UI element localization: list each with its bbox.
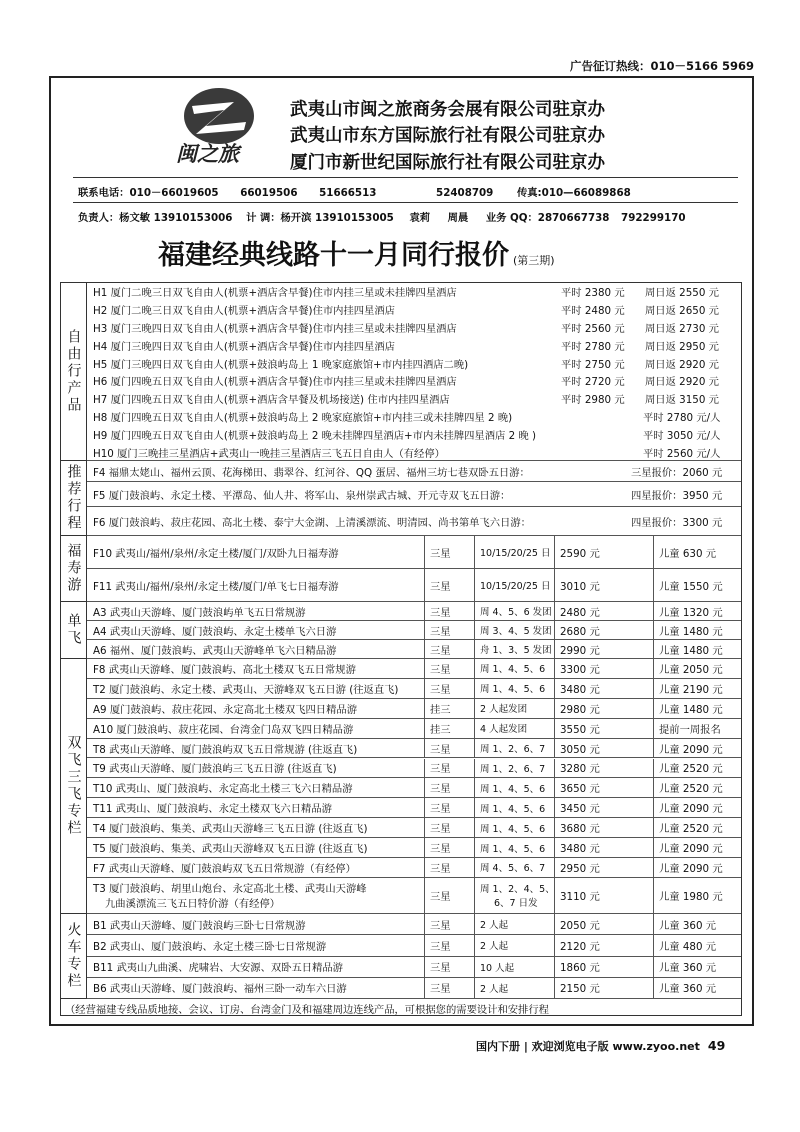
- price-table: [60, 282, 742, 1016]
- qq-label: 业务 QQ：: [485, 212, 538, 224]
- adult-price: 3450 元: [554, 798, 653, 817]
- star-rating: 三星: [424, 739, 474, 758]
- adult-price: 3680 元: [554, 818, 653, 837]
- train-row: [87, 978, 741, 999]
- route-desc: H9 厦门四晚五日双飞自由人(机票+鼓浪屿岛上 2 晚未挂牌四星酒店+市内未挂牌四星酒店 2 晚 ): [93, 429, 537, 442]
- route-desc: [93, 699, 357, 718]
- star-rating: 三星: [424, 798, 474, 817]
- train-row: [87, 957, 741, 978]
- departure-date: [474, 935, 554, 955]
- title-issue: (第三期): [513, 254, 555, 267]
- adult-price: 2050 元: [554, 914, 653, 934]
- departure-date: [474, 818, 554, 837]
- route-desc-line: F8 武夷山天游峰、厦门鼓浪屿、高北土楼双飞五日常规游: [93, 663, 356, 676]
- departure-date: [474, 957, 554, 977]
- route-desc: [93, 621, 336, 639]
- route-desc-line: A9 厦门鼓浪屿、菽庄花园、永定高北土楼双飞四日精品游: [93, 703, 357, 716]
- sunday-price: 平时 2560 元/人: [643, 447, 721, 460]
- adult-price: 2950 元: [554, 858, 653, 877]
- route-desc: [93, 978, 347, 998]
- page-title: [158, 233, 555, 272]
- star-rating: 三星: [424, 914, 474, 934]
- route-desc-line: T3 厦门鼓浪屿、胡里山炮台、永定高北土楼、武夷山天游峰: [93, 883, 367, 896]
- category-recommend: 推荐行程: [61, 461, 87, 536]
- star-rating: 三星: [424, 602, 474, 620]
- route-desc: H3 厦门三晚四日双飞自由人(机票+酒店含早餐)住市内挂三星或未挂牌四星酒店: [93, 322, 457, 335]
- weekday-price: 平时 2560 元: [561, 322, 625, 335]
- double-row: [87, 878, 741, 914]
- page-footer: [476, 1038, 725, 1054]
- route-desc: [93, 640, 336, 658]
- child-price: 儿童 360 元: [653, 914, 743, 934]
- departure-date: [474, 858, 554, 877]
- departure-date: [474, 621, 554, 639]
- qq-1: 2870667738: [537, 212, 610, 224]
- adult-price: 2680 元: [554, 621, 653, 639]
- fax: 传真:010—66089868: [516, 187, 631, 199]
- departure-date-line: 2 人起发团: [480, 704, 528, 716]
- route-desc-line: A4 武夷山天游峰、厦门鼓浪屿、永定土楼单飞六日游: [93, 625, 337, 638]
- adult-price: 3010 元: [554, 569, 653, 601]
- child-price: 儿童 1320 元: [653, 602, 743, 620]
- single-row: [87, 621, 741, 640]
- service-note: （经营福建专线品质地接、会议、订房、台湾金门及和福建周边连线产品，可根据您的需要设计和安排行程: [65, 1004, 549, 1016]
- phone-4: 52408709: [436, 187, 494, 199]
- child-price: 儿童 1550 元: [653, 569, 743, 601]
- route-desc: [93, 679, 398, 698]
- route-desc: [93, 935, 326, 955]
- child-price: 儿童 2090 元: [653, 739, 743, 758]
- sunday-price: 周日返 2730 元: [645, 322, 719, 335]
- departure-date: [474, 679, 554, 698]
- route-desc: [93, 858, 356, 877]
- departure-date-line: 周 1、4、5、6: [480, 803, 546, 815]
- double-row: [87, 699, 741, 719]
- adult-price: 2980 元: [554, 699, 653, 718]
- route-desc-line: A10 厦门鼓浪屿、菽庄花园、台湾金门岛双飞四日精品游: [93, 723, 354, 736]
- route-desc: H7 厦门四晚五日双飞自由人(机票+酒店含早餐及机场接送) 住市内挂四星酒店: [93, 394, 450, 407]
- double-row: [87, 719, 741, 739]
- route-desc-line: T4 厦门鼓浪屿、集美、武夷山天游峰三飞五日游 (往返直飞): [93, 823, 368, 836]
- dispatcher: 计 调：杨开滨 13910153005: [246, 212, 394, 224]
- title-text: 福建经典线路十一月同行报价: [158, 240, 509, 271]
- adult-price: 3650 元: [554, 778, 653, 797]
- child-price: 儿童 1480 元: [653, 621, 743, 639]
- weekday-price: 平时 2380 元: [561, 287, 625, 300]
- train-row: [87, 935, 741, 956]
- route-desc: F5 厦门鼓浪屿、永定土楼、平潭岛、仙人井、将军山、泉州崇武古城、开元寺双飞五日游：: [93, 489, 511, 502]
- departure-date-line: 10/15/20/25 日: [480, 581, 551, 592]
- adult-price: 3110 元: [554, 878, 653, 913]
- double-row: [87, 858, 741, 878]
- route-desc: [93, 878, 367, 913]
- adult-price: 2590 元: [554, 536, 653, 568]
- route-desc-line: T8 武夷山天游峰、厦门鼓浪屿双飞五日常规游 (往返直飞): [93, 743, 358, 756]
- route-desc-line: T10 武夷山、厦门鼓浪屿、永定高北土楼三飞六日精品游: [93, 783, 353, 796]
- route-desc: [93, 914, 306, 934]
- route-desc-line: T9 武夷山天游峰、厦门鼓浪屿三飞五日游 (往返直飞): [93, 763, 337, 776]
- star-rating: 三星: [424, 957, 474, 977]
- footer-text: 国内下册 | 欢迎浏览电子版 www.zyoo.net: [476, 1040, 700, 1053]
- star-rating: 挂三: [424, 719, 474, 738]
- star-rating: 三星: [424, 569, 474, 601]
- route-desc-line: F11 武夷山/福州/泉州/永定土楼/厦门/单飞七日福寿游: [93, 580, 339, 593]
- weekday-price: 平时 2780 元: [561, 340, 625, 353]
- adult-price: 2120 元: [554, 935, 653, 955]
- route-desc: [93, 602, 306, 620]
- weekday-price: 平时 2750 元: [561, 358, 625, 371]
- departure-date: [474, 719, 554, 738]
- recommend-row: [87, 461, 741, 482]
- free-row: [87, 319, 741, 337]
- departure-date: [474, 798, 554, 817]
- route-desc: H2 厦门二晚三日双飞自由人(机票+酒店含早餐)住市内挂四星酒店: [93, 305, 395, 318]
- adult-price: 3300 元: [554, 659, 653, 678]
- phone-1: 010－66019605: [129, 187, 219, 199]
- sunday-price: 平时 2780 元/人: [643, 411, 721, 424]
- qq-2: 792299170: [621, 212, 686, 224]
- route-desc-line: B11 武夷山九曲溪、虎啸岩、大安源、双卧五日精品游: [93, 962, 343, 975]
- route-desc: [93, 569, 339, 601]
- route-desc-line: F7 武夷山天游峰、厦门鼓浪屿双飞五日常规游（有经停）: [93, 862, 356, 875]
- departure-date: [474, 536, 554, 568]
- departure-date-line: 周 1、4、5、6: [480, 823, 546, 835]
- route-desc: [93, 818, 368, 837]
- departure-date-line: 10 人起: [480, 962, 515, 974]
- double-row: [87, 818, 741, 838]
- adult-price: 3480 元: [554, 679, 653, 698]
- child-price: 儿童 2090 元: [653, 798, 743, 817]
- logo-emblem-icon: [184, 88, 254, 144]
- star-rating: 三星: [424, 679, 474, 698]
- free-row: [87, 408, 741, 426]
- route-desc: H4 厦门三晚四日双飞自由人(机票+酒店含早餐)住市内挂四星酒店: [93, 340, 395, 353]
- route-desc: H5 厦门三晚四日双飞自由人(机票+鼓浪屿岛上 1 晚家庭旅馆+市内挂四酒店二晚): [93, 358, 469, 371]
- child-price: 儿童 2090 元: [653, 838, 743, 857]
- departure-date: [474, 699, 554, 718]
- adult-price: 2150 元: [554, 978, 653, 998]
- recommend-row: [87, 507, 741, 536]
- logo: [176, 88, 272, 172]
- sunday-price: 周日返 2920 元: [645, 358, 719, 371]
- star-rating: 挂三: [424, 699, 474, 718]
- route-desc: [93, 838, 368, 857]
- star-price: 四星报价：3950 元: [631, 489, 723, 502]
- single-row: [87, 602, 741, 621]
- departure-date: [474, 978, 554, 998]
- departure-date-line: 舟 1、3、5 发团: [480, 645, 552, 656]
- departure-date-line: 周 1、2、4、5、: [480, 884, 555, 896]
- star-rating: 三星: [424, 838, 474, 857]
- star-rating: 三星: [424, 935, 474, 955]
- star-rating: 三星: [424, 640, 474, 658]
- route-desc: H6 厦门四晚五日双飞自由人(机票+酒店含早餐)住市内挂三星或未挂牌四星酒店: [93, 376, 457, 389]
- star-rating: 三星: [424, 536, 474, 568]
- page-number: 49: [707, 1038, 726, 1053]
- adult-price: 2990 元: [554, 640, 653, 658]
- weekday-price: 平时 2980 元: [561, 394, 625, 407]
- leader: 负责人：杨文敏 13910153006: [78, 212, 233, 224]
- departure-date-line: 2 人起: [480, 983, 509, 995]
- child-price: 儿童 630 元: [653, 536, 743, 568]
- child-price: 提前一周报名: [653, 719, 743, 738]
- adult-price: 3550 元: [554, 719, 653, 738]
- category-single: 单飞: [61, 602, 87, 659]
- route-desc-line: B2 武夷山、厦门鼓浪屿、永定土楼三卧七日常规游: [93, 940, 327, 953]
- sunday-price: 周日返 2650 元: [645, 305, 719, 318]
- route-desc-line: T5 厦门鼓浪屿、集美、武夷山天游峰双飞五日游 (往返直飞): [93, 843, 368, 856]
- staff-row: [78, 209, 686, 224]
- child-price: 儿童 360 元: [653, 978, 743, 998]
- route-desc: [93, 778, 353, 797]
- staff-1: 袁莉: [409, 212, 431, 224]
- departure-date: [474, 778, 554, 797]
- departure-date-line: 周 1、2、6、7: [480, 744, 546, 756]
- departure-date-line: 周 1、4、5、6: [480, 684, 546, 696]
- departure-date-line: 10/15/20/25 日: [480, 548, 551, 559]
- route-desc: [93, 536, 339, 568]
- departure-date-line: 周 4、5、6 发团: [480, 607, 552, 618]
- route-desc-line: F10 武夷山/福州/泉州/永定土楼/厦门/双卧九日福寿游: [93, 547, 339, 560]
- departure-date-line: 2 人起: [480, 920, 509, 932]
- child-price: 儿童 360 元: [653, 957, 743, 977]
- star-rating: 三星: [424, 778, 474, 797]
- star-rating: 三星: [424, 818, 474, 837]
- weekday-price: 平时 2480 元: [561, 305, 625, 318]
- sunday-price: 周日返 2550 元: [645, 287, 719, 300]
- route-desc-line: B1 武夷山天游峰、厦门鼓浪屿三卧七日常规游: [93, 919, 306, 932]
- category-fushou: 福寿游: [61, 536, 87, 602]
- star-rating: 三星: [424, 858, 474, 877]
- departure-date: [474, 640, 554, 658]
- departure-date-line: 周 3、4、5 发团: [480, 626, 552, 637]
- star-rating: 三星: [424, 621, 474, 639]
- route-desc: [93, 719, 353, 738]
- adult-price: 3480 元: [554, 838, 653, 857]
- logo-text: 闽之旅: [176, 141, 239, 166]
- route-desc-line: T2 厦门鼓浪屿、永定土楼、武夷山、天游峰双飞五日游 (往返直飞): [93, 683, 399, 696]
- route-desc-line: A3 武夷山天游峰、厦门鼓浪屿单飞五日常规游: [93, 606, 306, 619]
- double-row: [87, 739, 741, 759]
- ad-hotline: 广告征订热线：010－5166 5969: [569, 59, 754, 73]
- category-free: 自由行产品: [61, 283, 87, 461]
- route-desc: [93, 798, 332, 817]
- child-price: 儿童 2050 元: [653, 659, 743, 678]
- departure-date-line: 周 1、4、5、6: [480, 783, 546, 795]
- departure-date-line: 周 1、4、5、6: [480, 843, 546, 855]
- child-price: 儿童 2520 元: [653, 818, 743, 837]
- star-rating: 三星: [424, 659, 474, 678]
- free-row: [87, 372, 741, 390]
- category-train: 火车专栏: [61, 914, 87, 999]
- route-desc-line: T11 武夷山、厦门鼓浪屿、永定土楼双飞六日精品游: [93, 803, 332, 816]
- fushou-row: [87, 569, 741, 602]
- adult-price: 1860 元: [554, 957, 653, 977]
- departure-date: [474, 569, 554, 601]
- company-name-1: 武夷山市闽之旅商务会展有限公司驻京办: [290, 100, 605, 120]
- single-row: [87, 640, 741, 659]
- sunday-price: 周日返 2950 元: [645, 340, 719, 353]
- star-rating: 三星: [424, 978, 474, 998]
- contact-divider: [73, 202, 738, 203]
- route-desc: [93, 759, 337, 778]
- phone-label: 联系电话：: [78, 187, 130, 199]
- departure-date: [474, 602, 554, 620]
- sunday-price: 周日返 3150 元: [645, 394, 719, 407]
- child-price: 儿童 480 元: [653, 935, 743, 955]
- contact-row: [78, 184, 631, 199]
- double-row: [87, 659, 741, 679]
- category-double: 双飞三飞专栏: [61, 659, 87, 914]
- company-name-2: 武夷山市东方国际旅行社有限公司驻京办: [290, 126, 605, 146]
- star-rating: 三星: [424, 878, 474, 913]
- adult-price: 3280 元: [554, 759, 653, 778]
- route-desc-line: B6 武夷山天游峰、厦门鼓浪屿、福州三卧一动车六日游: [93, 983, 347, 996]
- train-row: [87, 914, 741, 935]
- phone-3: 51666513: [319, 187, 377, 199]
- weekday-price: 平时 2720 元: [561, 376, 625, 389]
- phone-2: 66019506: [240, 187, 298, 199]
- child-price: 儿童 2190 元: [653, 679, 743, 698]
- route-desc: [93, 659, 356, 678]
- recommend-row: [87, 482, 741, 507]
- departure-date-line: 周 1、4、5、6: [480, 664, 546, 676]
- adult-price: 2480 元: [554, 602, 653, 620]
- free-row: [87, 390, 741, 408]
- sunday-price: 周日返 2920 元: [645, 376, 719, 389]
- departure-date-line-2: 6、7 日发: [494, 898, 538, 910]
- double-row: [87, 798, 741, 818]
- free-row: [87, 425, 741, 443]
- header-divider: [73, 177, 738, 178]
- star-price: 三星报价：2060 元: [631, 466, 723, 479]
- child-price: 儿童 2520 元: [653, 759, 743, 778]
- departure-date: [474, 739, 554, 758]
- departure-date-line: 2 人起: [480, 941, 509, 953]
- child-price: 儿童 2090 元: [653, 858, 743, 877]
- child-price: 儿童 1480 元: [653, 640, 743, 658]
- route-desc: F6 厦门鼓浪屿、菽庄花园、高北土楼、泰宁大金湖、上清溪漂流、明清园、尚书第单飞六日游：: [93, 516, 531, 529]
- route-desc: F4 福鼎太姥山、福州云顶、花海梯田、翡翠谷、红河谷、QQ 蛋居、福州三坊七巷双卧五日游：: [93, 466, 530, 479]
- double-row: [87, 778, 741, 798]
- departure-date-line: 周 1、2、6、7: [480, 763, 546, 775]
- double-row: [87, 679, 741, 699]
- departure-date: [474, 914, 554, 934]
- route-desc: [93, 739, 357, 758]
- child-price: 儿童 1480 元: [653, 699, 743, 718]
- double-row: [87, 838, 741, 858]
- departure-date-line: 周 4、5、6、7: [480, 863, 546, 875]
- free-row: [87, 301, 741, 319]
- star-rating: 三星: [424, 759, 474, 778]
- sunday-price: 平时 3050 元/人: [643, 429, 721, 442]
- route-desc-line: A6 福州、厦门鼓浪屿、武夷山天游峰单飞六日精品游: [93, 644, 337, 657]
- departure-date: [474, 759, 554, 778]
- route-desc: H10 厦门三晚挂三星酒店+武夷山一晚挂三星酒店三飞五日自由人（有经停）: [93, 447, 445, 460]
- free-row: [87, 354, 741, 372]
- free-row: [87, 443, 741, 461]
- double-row: [87, 759, 741, 779]
- child-price: 儿童 1980 元: [653, 878, 743, 913]
- route-desc: H1 厦门二晚三日双飞自由人(机票+酒店含早餐)住市内挂三星或未挂牌四星酒店: [93, 287, 457, 300]
- departure-date-line: 4 人起发团: [480, 724, 528, 736]
- company-name-3: 厦门市新世纪国际旅行社有限公司驻京办: [290, 153, 605, 173]
- route-desc-line-2: 九曲溪漂流三飞五日特价游（有经停）: [105, 898, 281, 911]
- route-desc: [93, 957, 343, 977]
- route-desc: H8 厦门四晚五日双飞自由人(机票+鼓浪屿岛上 2 晚家庭旅馆+市内挂三或未挂牌四星 2 晚): [93, 411, 513, 424]
- staff-2: 周晨: [447, 212, 469, 224]
- departure-date: [474, 659, 554, 678]
- child-price: 儿童 2520 元: [653, 778, 743, 797]
- free-row: [87, 283, 741, 301]
- departure-date: [474, 878, 554, 913]
- star-price: 四星报价：3300 元: [631, 516, 723, 529]
- fushou-row: [87, 536, 741, 569]
- free-row: [87, 336, 741, 354]
- adult-price: 3050 元: [554, 739, 653, 758]
- departure-date: [474, 838, 554, 857]
